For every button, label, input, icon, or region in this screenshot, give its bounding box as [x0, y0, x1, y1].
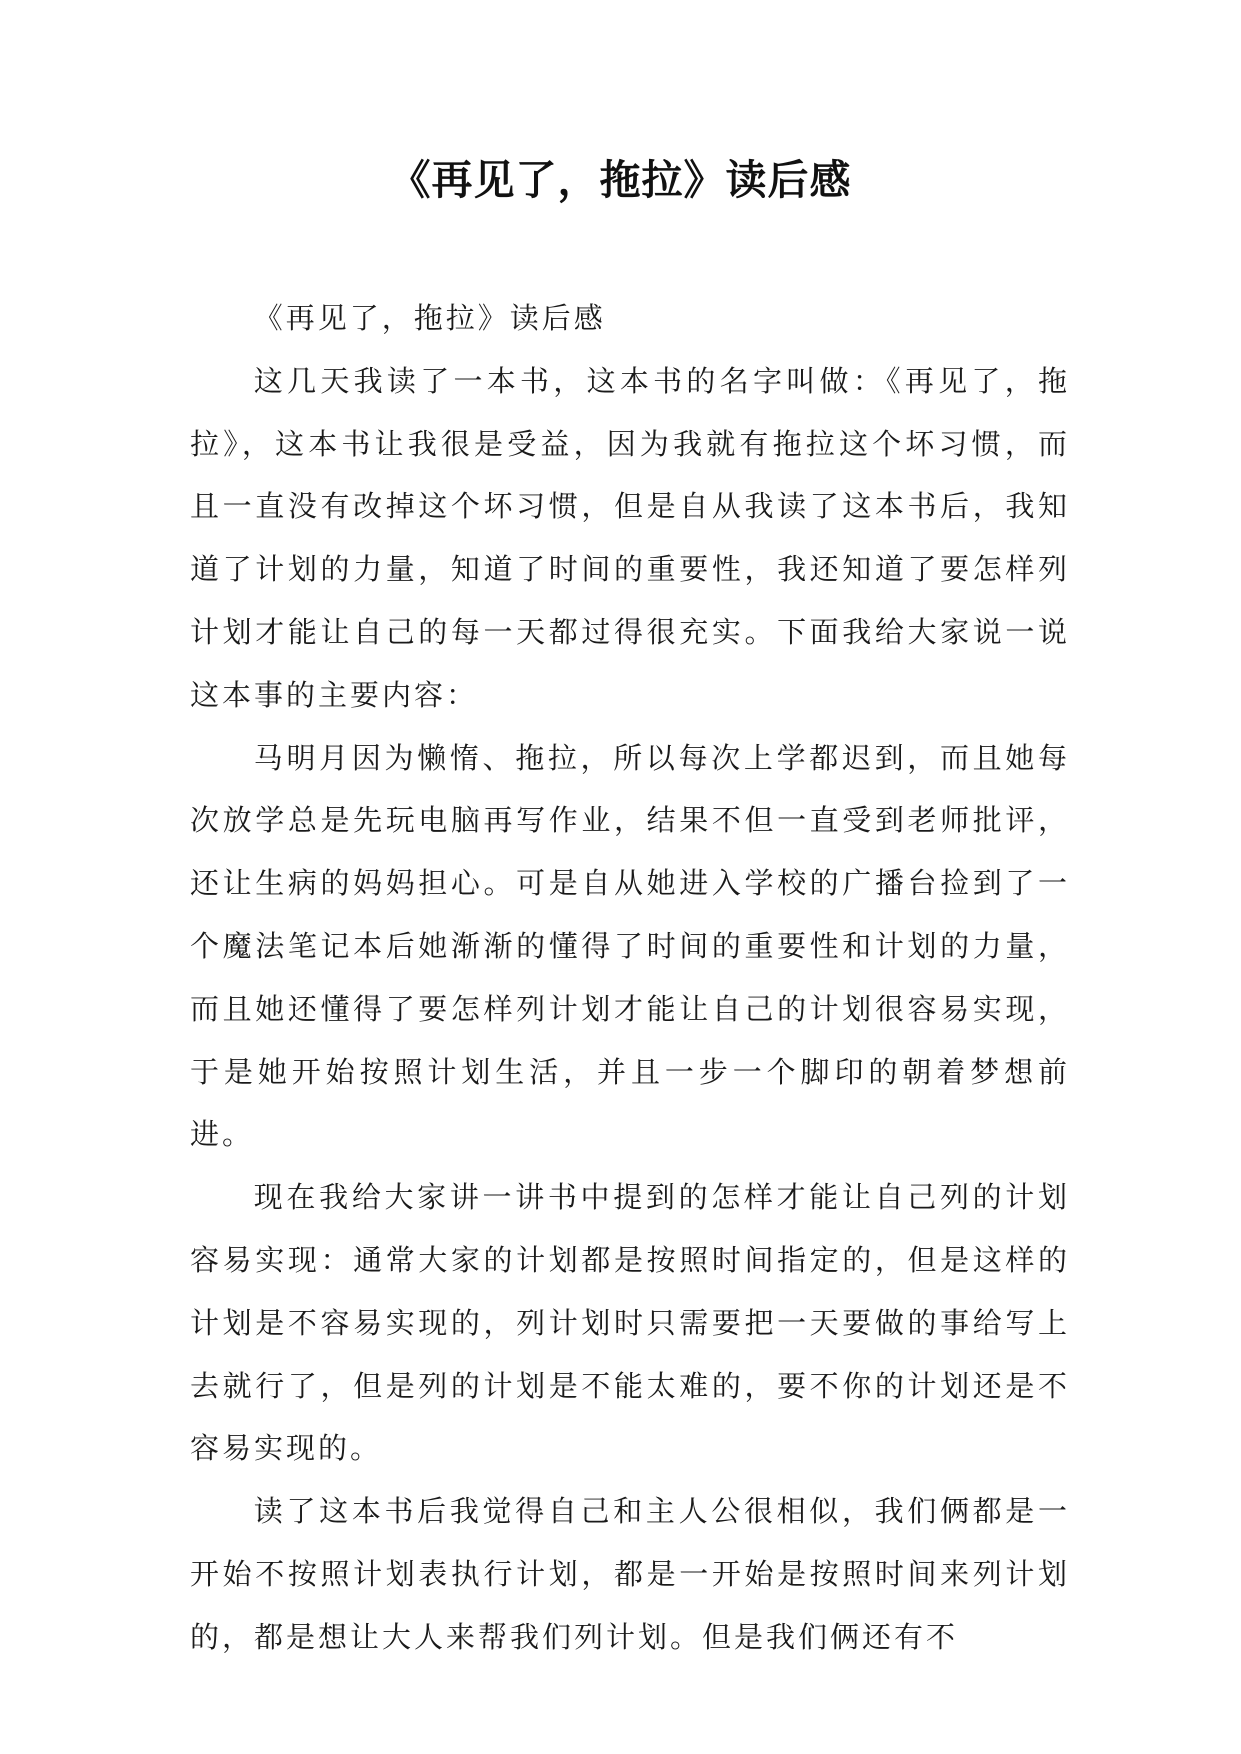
paragraph: 马明月因为懒惰、拖拉，所以每次上学都迟到，而且她每次放学总是先玩电脑再写作业，结果不但一直受到老师批评，还让生病的妈妈担心。可是自从她进入学校的广播台捡到了一个魔法笔记本后她渐渐的懂得了时间的重要性和计划的力量，而且她还懂得了要怎样列计划才能让自己的计划很容易实现，于是她开始按照计划生活，并且一步一个脚印的朝着梦想前进。 [190, 740, 1070, 1152]
paragraph-heading: 《再见了，拖拉》读后感 [253, 301, 606, 335]
paragraph: 这几天我读了一本书，这本书的名字叫做：《再见了，拖拉》，这本书让我很是受益，因为我就有拖拉这个坏习惯，而且一直没有改掉这个坏习惯，但是自从我读了这本书后，我知道了计划的力量，知道了时间的重要性，我还知道了要怎样列计划才能让自己的每一天都过得很充实。下面我给大家说一说这本事的主要内容： [190, 363, 1070, 712]
document-body [190, 287, 1070, 1669]
paragraph: 读了这本书后我觉得自己和主人公很相似，我们俩都是一开始不按照计划表执行计划，都是一开始是按照时间来列计划的，都是想让大人来帮我们列计划。但是我们俩还有不 [190, 1494, 1070, 1654]
document-title: 《再见了，拖拉》读后感 [389, 156, 852, 204]
paragraph: 现在我给大家讲一讲书中提到的怎样才能让自己列的计划容易实现：通常大家的计划都是按照时间指定的，但是这样的计划是不容易实现的，列计划时只需要把一天要做的事给写上去就行了，但是列的计划是不能太难的，要不你的计划还是不容易实现的。 [190, 1180, 1070, 1466]
